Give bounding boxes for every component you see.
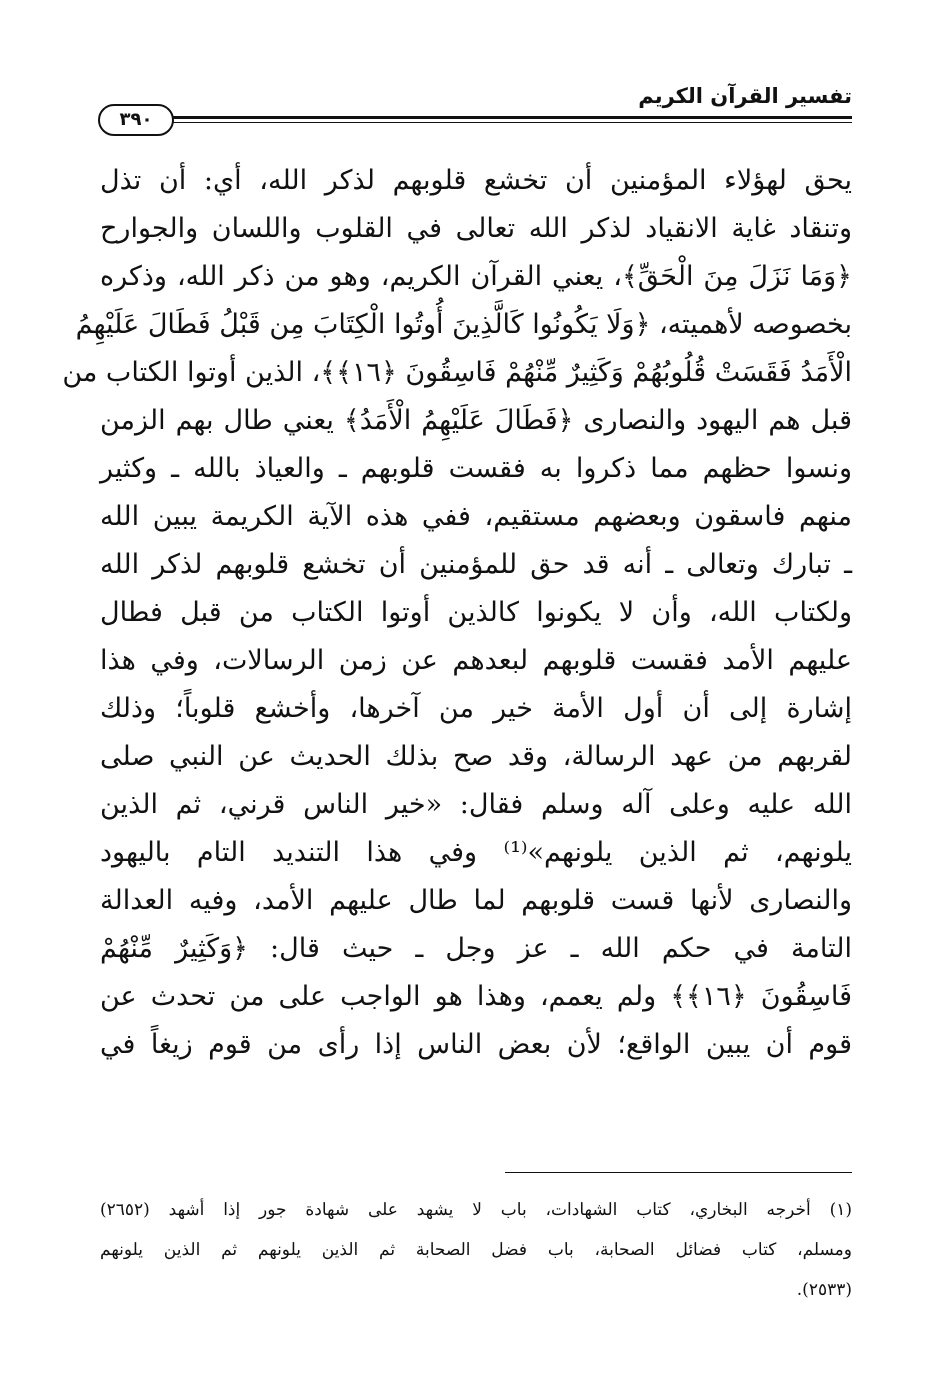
text-line: لقربهم من عهد الرسالة، وقد صح بذلك الحديث عن النبي صلى [100, 741, 852, 772]
text-line: ﴿وَمَا نَزَلَ مِنَ الْحَقِّ﴾، يعني القرآن الكريم، وهو من ذكر الله، وذكره [100, 261, 852, 292]
text-line: الله عليه وعلى آله وسلم فقال: «خير الناس قرني، ثم الذين [100, 789, 852, 820]
text-line: إشارة إلى أن أول الأمة خير من آخرها، وأخشع قلوباً؛ وذلك [100, 693, 852, 724]
page-header [100, 78, 852, 138]
footnote-line: (٢٥٣٣). [796, 1280, 852, 1300]
text-line: منهم فاسقون وبعضهم مستقيم، ففي هذه الآية الكريمة يبين الله [100, 501, 852, 532]
book-title: تفسير القرآن الكريم [638, 84, 852, 108]
text-line: يلونهم، ثم الذين يلونهم»⁽¹⁾ وفي هذا التنديد التام باليهود [100, 837, 852, 868]
text-line: قبل هم اليهود والنصارى ﴿فَطَالَ عَلَيْهِمُ الْأَمَدُ﴾ يعني طال بهم الزمن [100, 405, 852, 436]
text-line: قوم أن يبين الواقع؛ لأن بعض الناس إذا رأى من قوم زيغاً في [100, 1029, 852, 1060]
page-number: ٣٩٠ [98, 104, 174, 136]
text-line: والنصارى لأنها قست قلوبهم لما طال عليهم الأمد، وفيه العدالة [100, 885, 852, 916]
footnote-line: ومسلم، كتاب فضائل الصحابة، باب فضل الصحابة ثم الذين يلونهم ثم الذين يلونهم [100, 1240, 852, 1260]
text-line: يحق لهؤلاء المؤمنين أن تخشع قلوبهم لذكر الله، أي: أن تذل [100, 165, 852, 196]
text-line: ونسوا حظهم مما ذكروا به فقست قلوبهم ـ والعياذ بالله ـ وكثير [100, 453, 852, 484]
text-line: ولكتاب الله، وأن لا يكونوا كالذين أوتوا الكتاب من قبل فطال [100, 597, 852, 628]
text-line: التامة في حكم الله ـ عز وجل ـ حيث قال: ﴿وَكَثِيرٌ مِّنْهُمْ [100, 933, 852, 964]
footnote-separator [505, 1172, 852, 1173]
main-text [62, 157, 852, 1069]
header-rule-thin [100, 122, 852, 123]
text-line: ـ تبارك وتعالى ـ أنه قد حق للمؤمنين أن تخشع قلوبهم لذكر الله [100, 549, 852, 580]
footnote-line: (١) أخرجه البخاري، كتاب الشهادات، باب لا يشهد على شهادة جور إذا أشهد (٢٦٥٢) [100, 1200, 852, 1220]
header-rule-thick [100, 116, 852, 119]
footnotes [100, 1190, 852, 1310]
text-line: الْأَمَدُ فَقَسَتْ قُلُوبُهُمْ وَكَثِيرٌ مِّنْهُمْ فَاسِقُونَ ﴿١٦﴾﴾، الذين أوتوا الكتاب من [62, 357, 852, 388]
text-line: بخصوصه لأهميته، ﴿وَلَا يَكُونُوا كَالَّذِينَ أُوتُوا الْكِتَابَ مِن قَبْلُ فَطَالَ عَلَيْهِمُ [75, 309, 852, 340]
text-line: وتنقاد غاية الانقياد لذكر الله تعالى في القلوب واللسان والجوارح [100, 213, 852, 244]
text-line: عليهم الأمد فقست قلوبهم لبعدهم عن زمن الرسالات، وفي هذا [100, 645, 852, 676]
text-line: فَاسِقُونَ ﴿١٦﴾﴾ ولم يعمم، وهذا هو الواجب على من تحدث عن [100, 981, 852, 1012]
